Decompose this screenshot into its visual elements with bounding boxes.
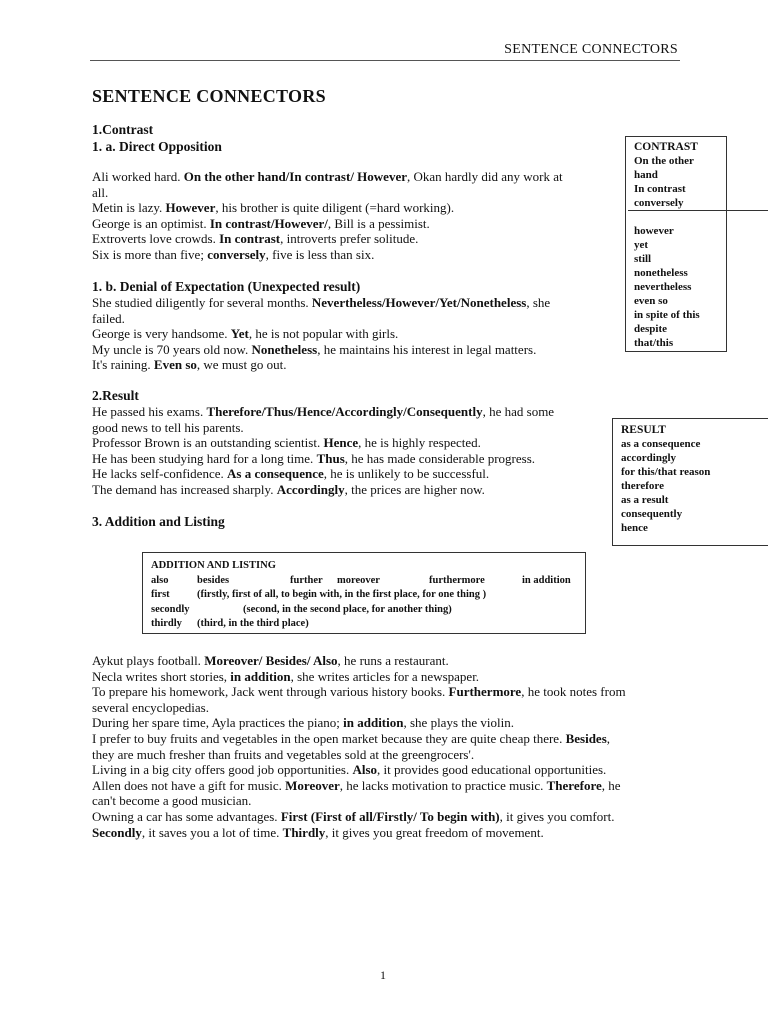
example-line: all. [92, 184, 109, 200]
contrast-connector: On the other [634, 155, 694, 167]
contrast-connector: conversely [634, 197, 684, 209]
example-line: can't become a good musician. [92, 793, 252, 809]
running-header: SENTENCE CONNECTORS [504, 42, 678, 57]
result-connector: consequently [621, 508, 683, 520]
example-line: Aykut plays football. Moreover/ Besides/ Also, he runs a restaurant. [92, 653, 449, 668]
contrast-box-divider [628, 210, 768, 211]
example-line: several encyclopedias. [92, 699, 209, 715]
addition-box-title: ADDITION AND LISTING [151, 560, 276, 571]
result-connector: therefore [621, 480, 664, 492]
section-result-heading: 2.Result [92, 388, 139, 403]
connector-word: furthermore [429, 574, 485, 586]
example-line: Ali worked hard. On the other hand/In contrast/ However, Okan hardly did any work at [92, 169, 563, 184]
example-line: During her spare time, Ayla practices the piano; in addition, she plays the violin. [92, 715, 514, 731]
contrast-connector: still [634, 253, 652, 265]
example-line: Allen does not have a gift for music. Moreover, he lacks motivation to practice music. Therefore, he [92, 777, 621, 793]
contrast-connector: even so [634, 295, 668, 307]
result-connector: accordingly [621, 452, 676, 464]
result-connector: as a consequence [621, 438, 701, 450]
example-line: they are much fresher than fruits and vegetables sold at the greengrocers'. [92, 746, 475, 762]
contrast-connector: in spite of this [634, 309, 700, 321]
example-line: He passed his exams. Therefore/Thus/Hence/Accordingly/Consequently, he had some [92, 404, 555, 419]
example-line: He has been studying hard for a long time. Thus, he has made considerable progress. [92, 450, 536, 466]
connector-variants: (third, in the third place) [197, 618, 309, 629]
contrast-connector: nevertheless [634, 281, 692, 293]
connector-word: in addition [522, 574, 571, 586]
example-line: Living in a big city offers good job opportunities. Also, it provides good educational opportunities. [92, 762, 607, 778]
example-line: George is an optimist. In contrast/However/, Bill is a pessimist. [92, 215, 430, 231]
contrast-connector: that/this [634, 337, 674, 349]
example-line: good news to tell his parents. [92, 419, 244, 435]
connector-word: secondly [151, 603, 190, 615]
addition-box-row [151, 588, 585, 603]
contrast-connector: yet [634, 239, 649, 251]
subsection-direct-opposition-heading: 1. a. Direct Opposition [92, 139, 222, 154]
page-number: 1 [380, 968, 386, 982]
result-connector: hence [621, 522, 648, 534]
example-line: Necla writes short stories, in addition, she writes articles for a newspaper. [92, 668, 480, 684]
example-line: I prefer to buy fruits and vegetables in the open market because they are quite cheap there. Besides, [92, 730, 610, 746]
contrast-box-title: CONTRAST [634, 141, 698, 153]
example-line: Professor Brown is an outstanding scientist. Hence, he is highly respected. [92, 435, 481, 451]
contrast-connector: despite [634, 323, 667, 335]
connector-word: first [151, 589, 170, 600]
addition-box-row [151, 603, 585, 618]
example-line: She studied diligently for several months. Nevertheless/However/Yet/Nonetheless, she [92, 295, 551, 310]
example-line: Six is more than five; conversely, five is less than six. [92, 246, 375, 262]
example-line: Owning a car has some advantages. First (First of all/Firstly/ To begin with), it gives you comfort. [92, 808, 615, 824]
connector-word: moreover [337, 574, 380, 586]
addition-listing-examples [92, 653, 682, 840]
document-title: SENTENCE CONNECTORS [92, 86, 326, 106]
example-line: He lacks self-confidence. As a consequence, he is unlikely to be successful. [92, 466, 490, 482]
example-line: George is very handsome. Yet, he is not popular with girls. [92, 326, 399, 342]
addition-listing-box [142, 552, 586, 634]
connector-variants: (firstly, first of all, to begin with, in the first place, for one thing ) [197, 589, 487, 600]
connector-word: further [290, 574, 323, 586]
example-line: Secondly, it saves you a lot of time. Thirdly, it gives you great freedom of movement. [92, 824, 544, 840]
addition-box-row [151, 617, 585, 632]
result-connectors-box [612, 418, 768, 546]
connector-word: besides [197, 574, 230, 586]
example-line: Metin is lazy. However, his brother is quite diligent (=hard working). [92, 200, 455, 216]
subsection-denial-of-expectation-heading: 1. b. Denial of Expectation (Unexpected result) [92, 279, 361, 294]
section-contrast-heading: 1.Contrast [92, 122, 154, 137]
contrast-connector: however [634, 225, 674, 237]
example-line: The demand has increased sharply. Accordingly, the prices are higher now. [92, 481, 485, 497]
section-addition-listing-heading: 3. Addition and Listing [92, 514, 225, 529]
contrast-connector: In contrast [634, 183, 686, 195]
connector-variants: (second, in the second place, for another thing) [243, 603, 452, 615]
contrast-connector [634, 210, 726, 224]
connector-word: thirdly [151, 618, 182, 629]
result-box-title: RESULT [621, 424, 666, 436]
contrast-connectors-box [625, 136, 727, 352]
connector-word: also [151, 574, 169, 586]
example-line: It's raining. Even so, we must go out. [92, 357, 287, 373]
example-line: failed. [92, 310, 125, 326]
example-line: To prepare his homework, Jack went through various history books. Furthermore, he took notes from [92, 684, 626, 700]
result-connector: for this/that reason [621, 466, 711, 478]
example-line: My uncle is 70 years old now. Nonetheless, he maintains his interest in legal matters. [92, 341, 537, 357]
header-rule [90, 60, 680, 61]
example-line: Extroverts love crowds. In contrast, introverts prefer solitude. [92, 231, 419, 247]
result-connector: as a result [621, 494, 669, 506]
denial-of-expectation-examples [92, 295, 616, 373]
direct-opposition-examples [92, 169, 616, 263]
result-examples [92, 404, 607, 498]
contrast-connector: hand [634, 169, 658, 181]
addition-box-row [151, 574, 585, 589]
contrast-connector: nonetheless [634, 267, 688, 279]
